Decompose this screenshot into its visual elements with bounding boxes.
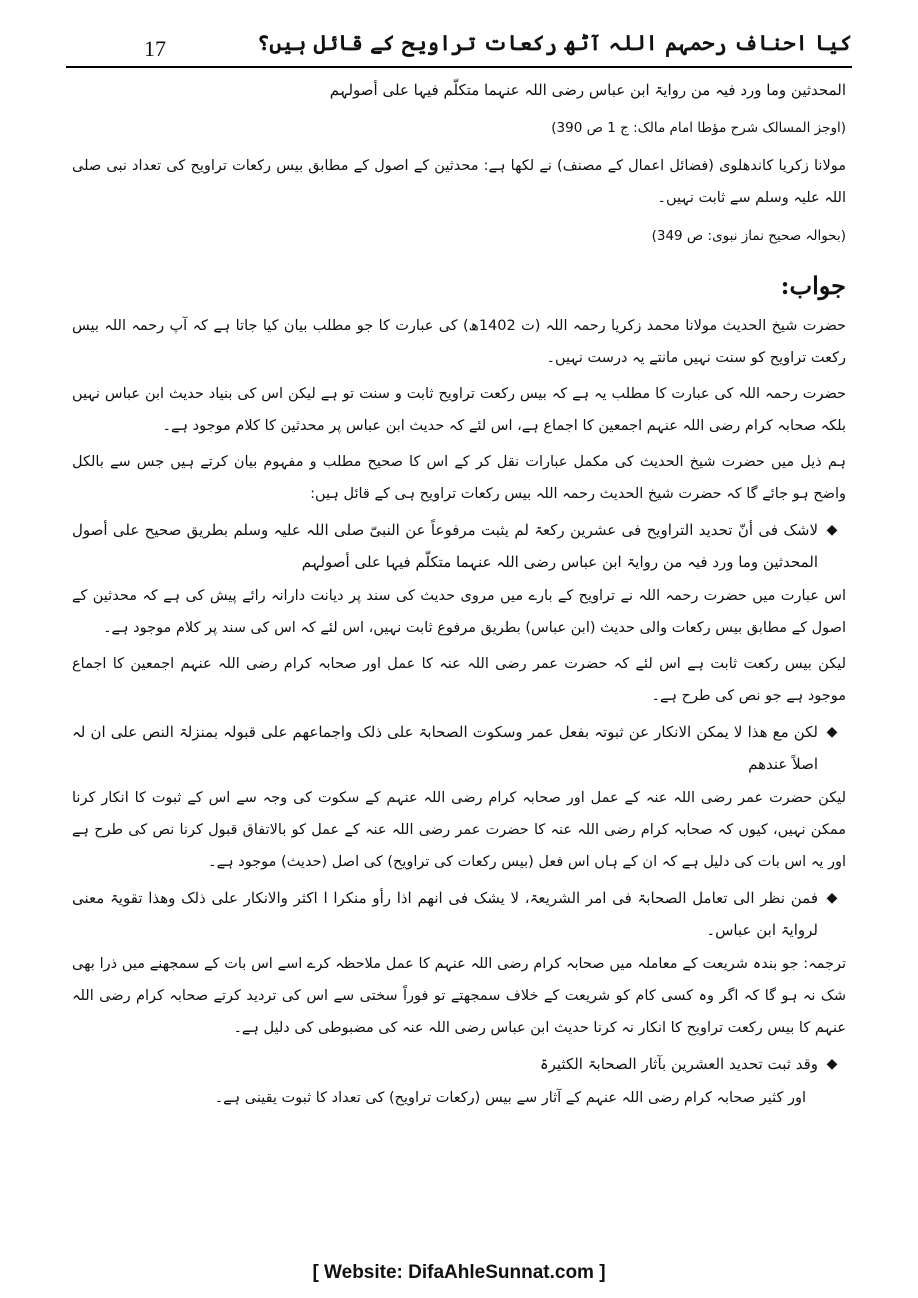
bullet-text-1: لاشک فی أنّ تحدید التراویح فی عشرین رکعۃ لم یثبت مرفوعاً عن النبیّ صلی اللہ علیہ وسلم بطریق صحیح علی أصول المحدثین وما ورد فیہ من روایۃ ابن عباس رضی اللہ عنہما متکلّم فیہا علی أصولہم [72,521,818,571]
final-paragraph: اور کثیر صحابہ کرام رضی اللہ عنہم کے آثار سے بیس (رکعات تراویح) کی تعداد کا ثبوت یقینی ہے۔ [214,1090,806,1106]
diamond-bullet-icon: ◆ [826,724,838,740]
footer-website: [ Website: DifaAhleSunnat.com ] [312,1262,606,1283]
reference-awjaz: (اوجز المسالک شرح مؤطا امام مالک: ج 1 ص 390) [551,120,846,136]
explanation-paragraph-3: لیکن حضرت عمر رضی اللہ عنہ کے عمل اور صحابہ کرام رضی اللہ عنہم کے سکوت کی وجہ سے اس کے ثبوت کا انکار کرنا ممکن نہیں، کیوں کہ صحابہ کرام رضی اللہ عنہ کا حضرت عمر رضی اللہ عنہ کے عمل کو بالاتفاق قبول کرنا نص کی طرح ہے اور یہ اس بات کی دلیل ہے کہ ان کے ہاں اس فعل (بیس رکعات کی تراویح) کی اصل (حدیث) موجود ہے۔ [72,790,846,870]
bullet-text-2: لکن مع ھذا لا یمکن الانکار عن ثبوتہ بفعل عمر وسکوت الصحابۃ علی ذلک واجماعھم علی قبولہ بمنزلۃ النص علی ان لہ اصلاً عندھم [72,723,818,773]
diamond-bullet-icon: ◆ [826,1056,838,1072]
diamond-bullet-icon: ◆ [826,890,838,906]
zakariya-quote-paragraph: مولانا زکریا کاندھلوی (فضائل اعمال کے مصنف) نے لکھا ہے: محدثین کے اصول کے مطابق بیس رکعات تراویح کی تعداد نبی صلی اللہ علیہ وسلم سے ثابت نہیں۔ [72,158,846,206]
bullet-text-3: فمن نظر الی تعامل الصحابۃ فی امر الشریعۃ، لا یشک فی انھم اذا رأو منکرا ا اکثر والانکار علی ذلک وھذا تقویۃ معنی لروایۃ ابن عباس۔ [72,889,818,939]
bullet-text-4: وقد ثبت تحدید العشرین بآثار الصحابۃ الکثیرۃ [539,1055,818,1073]
page-number: 17 [144,36,166,61]
answer-paragraph-2: حضرت رحمہ اللہ کی عبارت کا مطلب یہ ہے کہ بیس رکعت تراویح ثابت و سنت تو ہے لیکن اس کی بنیاد حدیث ابن عباس نہیں بلکہ صحابہ کرام رضی اللہ عنہم اجمعین کا اجماع ہے، اس لئے کہ حدیث ابن عباس پر محدثین کا کلام موجود ہے۔ [72,386,846,434]
page-content [72,74,846,1118]
header-rule [66,66,852,68]
page-header [66,28,852,68]
bullet-item-2 [72,716,846,780]
diamond-bullet-icon: ◆ [826,522,838,538]
explanation-paragraph-1: اس عبارت میں حضرت رحمہ اللہ نے تراویح کے بارے میں مروی حدیث کی سند پر دیانت دارانہ رائے پیش کی ہے کہ محدثین کے اصول کے مطابق بیس رکعات والی حدیث (ابن عباس) بطریق مرفوع ثابت نہیں، اس لئے کہ اس کی سند پر کلام موجود ہے۔ [72,588,846,636]
answer-paragraph-3: ہم ذیل میں حضرت شیخ الحدیث کی مکمل عبارات نقل کر کے اس کا صحیح مطلب و مفہوم بیان کرتے ہیں جس سے بالکل واضح ہو جائے گا کہ حضرت شیخ الحدیث رحمہ اللہ بیس رکعات تراویح ہی کے قائل ہیں: [72,454,846,502]
reference-salat-nabawi: (بحوالہ صحیح نماز نبوی: ص 349) [651,228,846,244]
answer-paragraph-1: حضرت شیخ الحدیث مولانا محمد زکریا رحمہ اللہ (ت 1402ھ) کی عبارت کا جو مطلب بیان کیا جاتا ہے کہ آپ رحمہ اللہ بیس رکعت تراویح کو سنت نہیں مانتے یہ درست نہیں۔ [72,318,846,366]
bullet-item-3 [72,882,846,946]
translation-paragraph: ترجمہ: جو بندہ شریعت کے معاملہ میں صحابہ کرام رضی اللہ عنہم کا عمل ملاحظہ کرے اسے اس بات کے سمجھنے میں ذرا بھی شک نہ ہو گا کہ اگر وہ کسی کام کو شریعت کے خلاف سمجھتے تو فوراً سختی سے اس کی تردید کرتے صحابہ کرام رضی اللہ عنہم کا بیس رکعت تراویح کا انکار نہ کرنا حدیث ابن عباس رضی اللہ عنہ کی مضبوطی کی دلیل ہے۔ [72,956,846,1036]
explanation-paragraph-2: لیکن بیس رکعت ثابت ہے اس لئے کہ حضرت عمر رضی اللہ عنہ کا عمل اور صحابہ کرام رضی اللہ عنہم اجمعین کا اجماع موجود ہے جو نص کی طرح ہے۔ [72,656,846,704]
bullet-item-1 [72,514,846,578]
header-title: کیا احناف رحمہم اللہ آٹھ رکعات تراویح کے قائل ہیں؟ [257,30,852,55]
answer-heading: جواب: [780,271,846,300]
intro-arabic-text: المحدثین وما ورد فیہ من روایۃ ابن عباس رضی اللہ عنہما متکلّم فیہا علی أصولہم [329,81,846,99]
bullet-item-4 [72,1048,846,1080]
